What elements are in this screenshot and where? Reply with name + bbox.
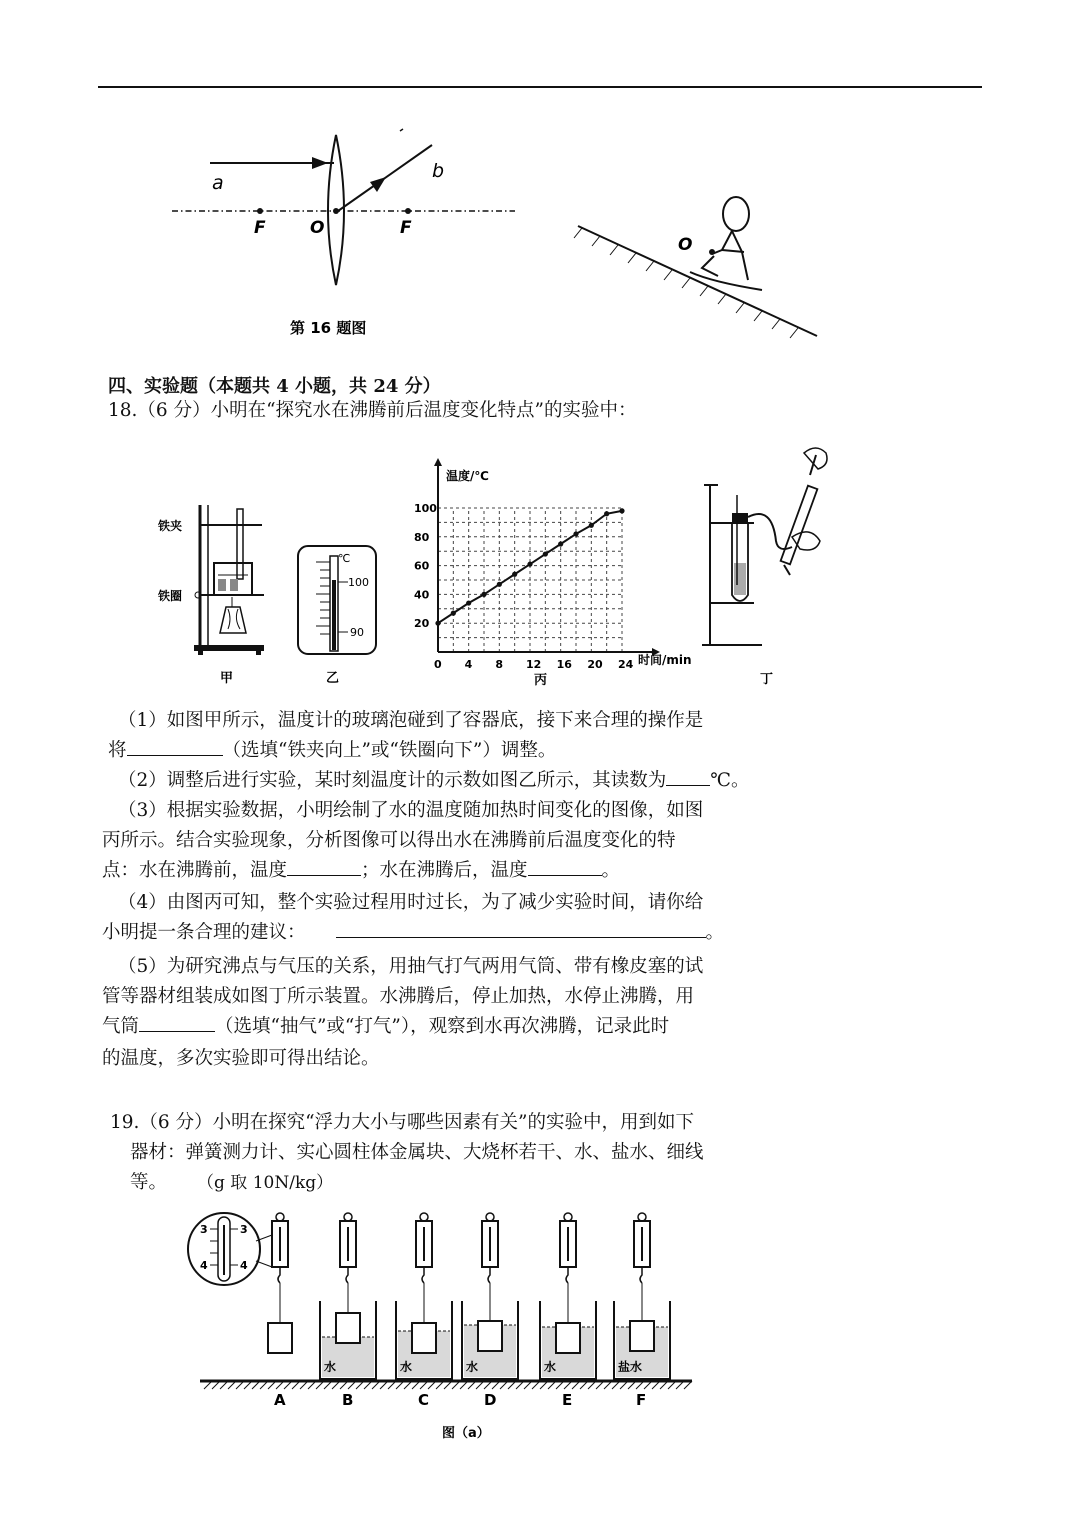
data-point [573, 531, 578, 536]
q18-p3-line1: （3）根据实验数据，小明绘制了水的温度随加热时间变化的图像，如图 [118, 800, 704, 821]
figure-16-caption: 第 16 题图 [290, 319, 367, 337]
top-rule [98, 86, 982, 88]
y-tick-label: 100 [414, 502, 437, 515]
x-tick-label: 8 [495, 658, 503, 671]
data-point [435, 621, 440, 626]
answer-blank-1[interactable] [127, 737, 223, 756]
q18-p3-line3-b: ；水在沸腾后，温度 [361, 860, 528, 881]
answer-blank-3[interactable] [287, 857, 361, 876]
scale-hook [566, 1267, 568, 1283]
figure-16-skier [572, 190, 827, 340]
figure-bing-chart [410, 452, 700, 690]
setup-label: F [636, 1391, 647, 1409]
data-point [558, 541, 563, 546]
liquid-label: 水 [544, 1360, 557, 1374]
origin-label: O [310, 218, 325, 238]
metal-block [556, 1323, 580, 1353]
scale-hook [346, 1267, 348, 1283]
q19-line3 [130, 1168, 333, 1198]
y-tick-label: 80 [414, 530, 430, 544]
chart-ylabel: 温度/℃ [446, 469, 489, 483]
chart-xlabel: 时间/min [638, 653, 692, 667]
q18-p3-line3-c: 。 [601, 860, 621, 881]
q19-line3-a: 等。 [130, 1172, 168, 1193]
answer-blank-2[interactable] [666, 767, 710, 786]
label-iron-ring: 铁圈 [158, 589, 183, 603]
zoom-tick-3-right: 3 [240, 1223, 248, 1236]
caption-bing: 丙 [534, 673, 548, 688]
q18-p5-line4: 的温度，多次实验即可得出结论。 [102, 1048, 380, 1069]
metal-block [336, 1313, 360, 1343]
setup-label: B [342, 1391, 354, 1409]
q18-p5-line3-a: 气筒 [102, 1016, 140, 1037]
data-point [527, 562, 532, 567]
x-tick-label: 12 [526, 658, 542, 671]
data-point [589, 523, 594, 528]
q19-line2: 器材：弹簧测力计、实心圆柱体金属块、大烧杯若干、水、盐水、细线 [130, 1142, 704, 1163]
scale-hook-ring [564, 1213, 572, 1221]
setup-label: E [562, 1391, 573, 1409]
q18-p3-line3-a: 点：水在沸腾前，温度 [102, 860, 288, 881]
scale-hook-ring [420, 1213, 428, 1221]
q18-p1-line1: （1）如图甲所示，温度计的玻璃泡碰到了容器底，接下来合理的操作是 [118, 710, 704, 731]
scale-hook [488, 1267, 490, 1283]
y-tick-label: 20 [414, 617, 430, 631]
figure-ding-apparatus [692, 445, 842, 690]
data-point [604, 511, 609, 516]
data-point [497, 582, 502, 587]
metal-block [412, 1323, 436, 1353]
thermometer-unit: ℃ [338, 552, 351, 565]
data-point [451, 611, 456, 616]
q18-p3-line3 [102, 856, 620, 886]
y-tick-label: 40 [414, 588, 430, 602]
scale-hook-ring [638, 1213, 646, 1221]
q19-line1: 19.（6 分）小明在探究“浮力大小与哪些因素有关”的实验中，用到如下 [110, 1112, 694, 1133]
q19-line3-b: （g 取 10N/kg） [197, 1173, 334, 1193]
q18-p3-line2: 丙所示。结合实验现象，分析图像可以得出水在沸腾前后温度变化的特 [102, 830, 676, 851]
figure-yi-thermometer [292, 540, 382, 690]
zoom-tick-4-right: 4 [240, 1259, 248, 1272]
setup-label: D [484, 1391, 497, 1409]
q18-p1-line2-b: （选填“铁夹向上”或“铁圈向下”）调整。 [222, 740, 557, 761]
focus-label-left: F [254, 218, 266, 238]
q18-p1-line2 [108, 736, 556, 766]
q18-p4-line1: （4）由图丙可知，整个实验过程用时过长，为了减少实验时间，请你给 [118, 892, 704, 913]
q18-p5-line2: 管等器材组装成如图丁所示装置。水沸腾后，停止加热，水停止沸腾，用 [102, 986, 695, 1007]
tick-90: 90 [350, 626, 364, 639]
data-point [543, 551, 548, 556]
zoom-tick-4-left: 4 [200, 1259, 208, 1272]
figure-a-buoyancy [180, 1205, 700, 1450]
figure-jia-apparatus [152, 495, 277, 690]
liquid-label: 水 [400, 1360, 413, 1374]
q18-p2-b: ℃。 [710, 770, 750, 791]
x-tick-label: 0 [434, 658, 442, 671]
section-title: 四、实验题（本题共 4 小题，共 24 分） [108, 376, 441, 397]
q18-p4-line2-b: 。 [705, 922, 725, 943]
caption-ding: 丁 [760, 672, 774, 687]
ray-label-a: a [212, 172, 224, 194]
data-point [619, 508, 624, 513]
q18-p2 [118, 766, 749, 796]
answer-blank-5[interactable] [336, 919, 706, 938]
metal-block [478, 1321, 502, 1351]
caption-yi: 乙 [326, 671, 340, 686]
figure-16-lens [160, 115, 530, 350]
data-point [466, 600, 471, 605]
x-tick-label: 16 [556, 658, 572, 671]
caption-jia: 甲 [220, 671, 234, 686]
scale-hook-ring [486, 1213, 494, 1221]
data-point [481, 592, 486, 597]
ray-label-b: b [432, 160, 445, 182]
q18-p5-line3-b: （选填“抽气”或“打气”），观察到水再次沸腾，记录此时 [215, 1016, 670, 1037]
answer-blank-4[interactable] [528, 857, 602, 876]
answer-blank-6[interactable] [139, 1013, 215, 1032]
metal-block [630, 1321, 654, 1351]
liquid-label: 水 [466, 1360, 479, 1374]
scale-hook-ring [276, 1213, 284, 1221]
q18-p5-line3 [102, 1012, 669, 1042]
tick-100: 100 [348, 576, 369, 589]
scale-hook [278, 1267, 280, 1283]
metal-block [268, 1323, 292, 1353]
zoom-tick-3-left: 3 [200, 1223, 208, 1236]
setup-label: A [274, 1391, 286, 1409]
data-point [512, 572, 517, 577]
q18-p1-line2-a: 将 [108, 740, 127, 761]
liquid-label: 盐水 [618, 1360, 643, 1374]
liquid-label: 水 [324, 1360, 337, 1374]
y-tick-label: 60 [414, 559, 430, 573]
label-iron-clamp: 铁夹 [158, 519, 183, 533]
q18-p5-line1: （5）为研究沸点与气压的关系，用抽气打气两用气筒、带有橡皮塞的试 [118, 956, 704, 977]
q18-p4-line2-a: 小明提一条合理的建议： [102, 922, 306, 943]
x-tick-label: 20 [587, 658, 603, 671]
q18-p4-line2 [102, 918, 724, 948]
x-tick-label: 24 [618, 658, 634, 671]
q18-p2-a: （2）调整后进行实验，某时刻温度计的示数如图乙所示，其读数为 [118, 770, 667, 791]
scale-hook [422, 1267, 424, 1283]
skier-label-o: O [678, 235, 693, 255]
focus-label-right: F [400, 218, 412, 238]
y-axis-arrow [434, 458, 442, 466]
scale-hook [640, 1267, 642, 1283]
x-tick-label: 4 [464, 658, 473, 671]
setup-label: C [418, 1391, 430, 1409]
q18-intro: 18.（6 分）小明在“探究水在沸腾前后温度变化特点”的实验中： [108, 400, 637, 421]
scale-hook-ring [344, 1213, 352, 1221]
figure-a-caption: 图（a） [442, 1426, 490, 1441]
